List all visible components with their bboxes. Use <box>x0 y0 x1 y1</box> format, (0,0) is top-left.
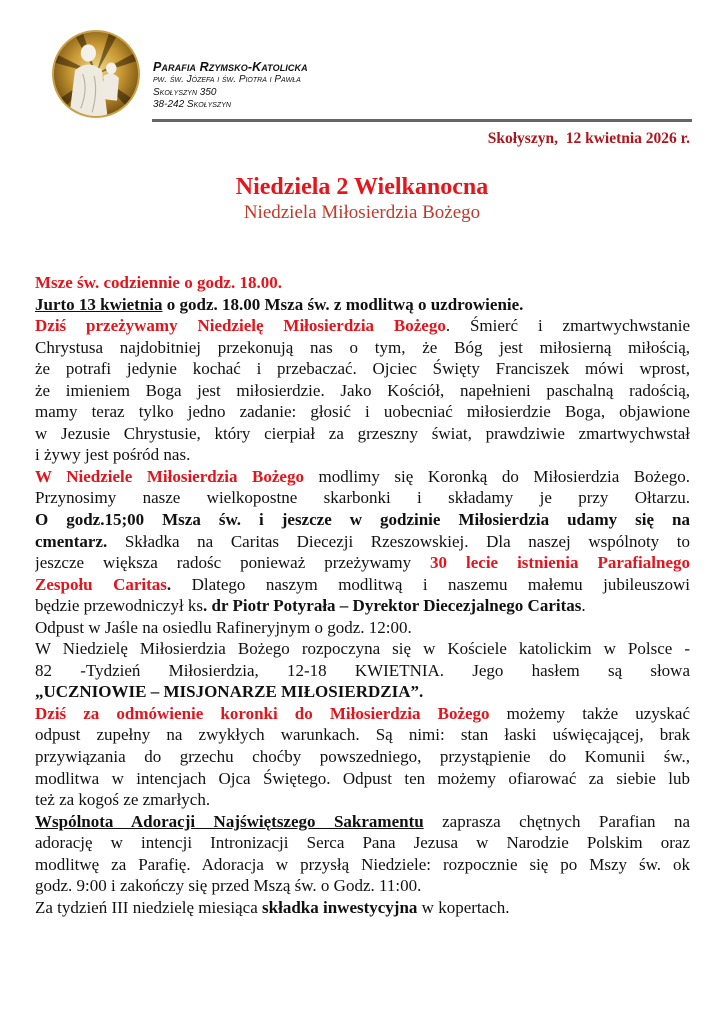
line-16-dot: . <box>581 596 586 616</box>
parish-logo <box>52 30 140 118</box>
line-18: W Niedzielę Miłosierdzia Bożego rozpoczyna się w Kościele katolickim w Polsce - <box>35 639 690 659</box>
line-26 <box>35 811 690 833</box>
line-23: przywiązania do grzechu choćby powszedniego, przystąpienie do Komunii św., <box>35 747 690 767</box>
mercy-week-motto: „UCZNIOWIE – MISJONARZE MIŁOSIERDZIA”. <box>35 682 424 702</box>
line-5: że potrafi jedynie kochać i przebaczać. Ojciec Święty Franciszek mówi wprost, <box>35 359 690 379</box>
announcements-body <box>35 272 690 918</box>
line-29: godz. 9:00 i zakończy się przed Mszą św. o Godz. 11:00. <box>35 876 422 896</box>
line-13 <box>35 531 690 553</box>
investment-collection: składka inwestycyjna <box>262 897 418 917</box>
adoration-community-heading: Wspólnota Adoracji Najświętszego Sakramentu <box>35 811 424 831</box>
line-15-text: Dlatego naszym modlitwą i naszemu małemu jubileuszowi <box>171 574 690 594</box>
line-9: i żywy jest pośród nas. <box>35 445 191 465</box>
monday-mass-text: o godz. 18.00 Msza św. z modlitwą o uzdrowienie. <box>162 294 524 314</box>
line-30 <box>35 897 690 919</box>
line-21 <box>35 703 690 725</box>
line-13-text: Składka na Caritas Diecezji Rzeszowskiej. Dla naszej wspólnoty to <box>107 531 690 551</box>
line-25: też za kogoś ze zmarłych. <box>35 790 211 810</box>
line-daily-mass: Msze św. codziennie o godz. 18.00. <box>35 273 282 292</box>
line-16-text: będzie przewodniczył ks <box>35 596 204 616</box>
line-22: odpust zupełny na zwykłych warunkach. Są nimi: stan łaski uświęcającej, brak <box>35 725 690 745</box>
line-30-end: w kopertach. <box>417 897 510 917</box>
line-10-text: modlimy się Koronką do Miłosierdzia Bożego. <box>303 466 690 486</box>
caritas-anniversary: 30 lecie istnienia Parafialnego <box>430 553 690 573</box>
line-30-text: Za tydzień III niedzielę miesiąca <box>35 897 263 917</box>
page-subtitle: Niedziela Miłosierdzia Bożego <box>243 202 481 223</box>
line-10 <box>35 466 690 488</box>
line-16 <box>35 595 690 617</box>
line-3-text: . Śmierć i zmartwychwstanie <box>445 316 690 336</box>
parish-address-street: Skołyszyn 350 <box>153 86 217 98</box>
line-24: modlitwa w intencjach Ojca Świętego. Odpust ten możemy ofiarować za siebie lub <box>35 768 690 788</box>
parish-address-postal: 38-242 Skołyszyn <box>153 99 231 110</box>
date-line: Skołyszyn, 12 kwietnia 2026 r. <box>487 130 690 147</box>
line-14-text: jeszcze większa radośc ponieważ przeżywamy <box>35 553 431 573</box>
line-8: w Jezusie Chrystusie, który cierpiał za grzeszny świat, prawdziwie zmartwychwstał <box>35 423 690 443</box>
line-17: Odpust w Jaśle na osiedlu Rafineryjnym o godz. 12:00. <box>35 617 412 637</box>
header-divider <box>152 119 692 122</box>
celebrant-name: . dr Piotr Potyrała – Dyrektor Diecezjalnego Caritas <box>203 596 582 616</box>
line-11: Przynosimy nasze wielkopostne skarbonki i składamy je przy Ołtarzu. <box>35 488 690 508</box>
caritas-team: Zespołu Caritas <box>35 574 167 594</box>
chaplet-heading: W Niedziele Miłosierdzia Bożego <box>35 466 304 486</box>
line-21-text: możemy także uzyskać <box>489 703 690 723</box>
line-3 <box>35 315 690 337</box>
line-4: Chrystusa najdobitniej przekonują nas o tym, że Bóg jest miłosierną miłością, <box>35 337 690 357</box>
parish-header <box>153 60 308 112</box>
line-15 <box>35 574 690 596</box>
line-12: O godz.15;00 Msza św. i jeszcze w godzinie Miłosierdzia udamy się na <box>35 510 690 530</box>
line-19: 82 -Tydzień Miłosierdzia, 12-18 KWIETNIA. Jego hasłem są słowa <box>35 660 690 680</box>
line-6: że imieniem Boga jest miłosierdzie. Jako Kościół, napełnieni paschalną radością, <box>35 380 690 400</box>
line-27: adorację w intencji Intronizacji Serca Pana Jezusa w Narodzie Polskim oraz <box>35 833 690 853</box>
line-15-dot: . <box>166 574 172 594</box>
line-monday-mass <box>35 294 690 316</box>
page-title: Niedziela 2 Wielkanocna <box>235 174 489 200</box>
parish-name: Parafia Rzymsko-Katolicka <box>153 60 308 74</box>
line-28: modlitwę za Parafię. Adoracja w przysłą Niedziele: rozpocznie się po Mszy św. ok <box>35 854 690 874</box>
cemetery-word: cmentarz. <box>35 531 108 551</box>
line-26-text: zaprasza chętnych Parafian na <box>423 811 690 831</box>
line-14 <box>35 552 690 574</box>
parish-patron: pw. św. Józefa i św. Piotra i Pawła <box>153 74 301 85</box>
indulgence-heading: Dziś za odmówienie koronki do Miłosierdzia Bożego <box>35 703 490 723</box>
mercy-sunday-heading: Dziś przeżywamy Niedzielę Miłosierdzia Bożego <box>35 316 446 336</box>
monday-date: Jurto 13 kwietnia <box>35 294 163 314</box>
line-7: mamy teraz tylko jedno zadanie: głosić i uobecniać miłosierdzie Boga, objawione <box>35 402 690 422</box>
saint-joseph-icon <box>54 32 138 116</box>
